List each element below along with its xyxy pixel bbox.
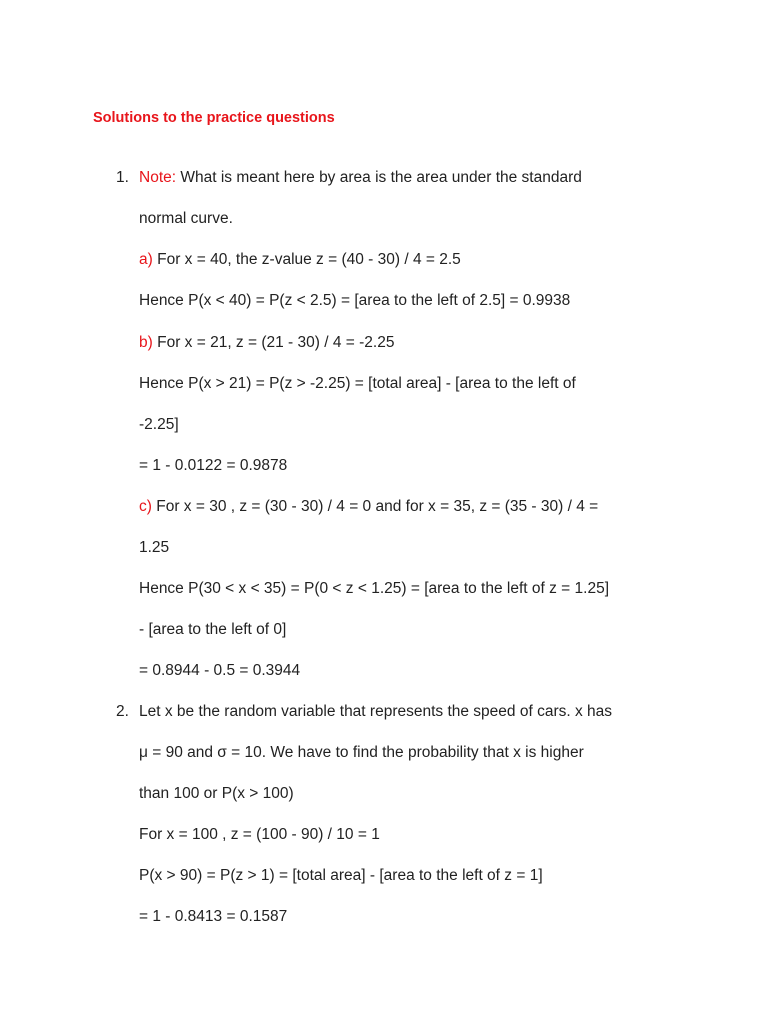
q1-part-c-line1 xyxy=(139,497,598,517)
q1-part-b-line1 xyxy=(139,333,394,353)
q2-line3: than 100 or P(x > 100) xyxy=(139,785,294,802)
document-heading: Solutions to the practice questions xyxy=(93,110,335,126)
q2-line6: = 1 - 0.8413 = 0.1587 xyxy=(139,908,288,925)
note-text: What is meant here by area is the area under the standard xyxy=(176,169,582,186)
part-b-text: For x = 21, z = (21 - 30) / 4 = -2.25 xyxy=(152,334,395,351)
q1-part-b-line2: Hence P(x > 21) = P(z > -2.25) = [total area] - [area to the left of xyxy=(139,375,576,392)
part-a-label: a) xyxy=(139,251,153,268)
q1-note-continuation: normal curve. xyxy=(139,210,233,227)
q1-part-c-line4: - [area to the left of 0] xyxy=(139,621,287,638)
q1-part-c-line3: Hence P(30 < x < 35) = P(0 < z < 1.25) = [area to the left of z = 1.25] xyxy=(139,580,610,597)
part-a-text: For x = 40, the z-value z = (40 - 30) / 4 = 2.5 xyxy=(152,251,461,268)
question-1-number: 1. xyxy=(116,169,129,186)
q2-line1: Let x be the random variable that represents the speed of cars. x has xyxy=(139,703,613,720)
q1-part-c-line2: 1.25 xyxy=(139,539,170,556)
q2-line2: μ = 90 and σ = 10. We have to find the probability that x is higher xyxy=(139,744,584,761)
note-label: Note: xyxy=(139,169,177,186)
part-c-text: For x = 30 , z = (30 - 30) / 4 = 0 and for x = 35, z = (35 - 30) / 4 = xyxy=(151,498,599,515)
question-2-number: 2. xyxy=(116,703,129,720)
q1-part-b-line4: = 1 - 0.0122 = 0.9878 xyxy=(139,457,288,474)
q1-note-line xyxy=(139,168,582,188)
q2-line4: For x = 100 , z = (100 - 90) / 10 = 1 xyxy=(139,826,380,843)
q2-line5: P(x > 90) = P(z > 1) = [total area] - [area to the left of z = 1] xyxy=(139,867,543,884)
q1-part-c-line5: = 0.8944 - 0.5 = 0.3944 xyxy=(139,662,301,679)
q1-part-b-line3: -2.25] xyxy=(139,416,179,433)
q1-part-a-line2: Hence P(x < 40) = P(z < 2.5) = [area to the left of 2.5] = 0.9938 xyxy=(139,292,571,309)
part-c-label: c) xyxy=(139,498,152,515)
part-b-label: b) xyxy=(139,334,153,351)
q1-part-a-line1 xyxy=(139,250,461,270)
